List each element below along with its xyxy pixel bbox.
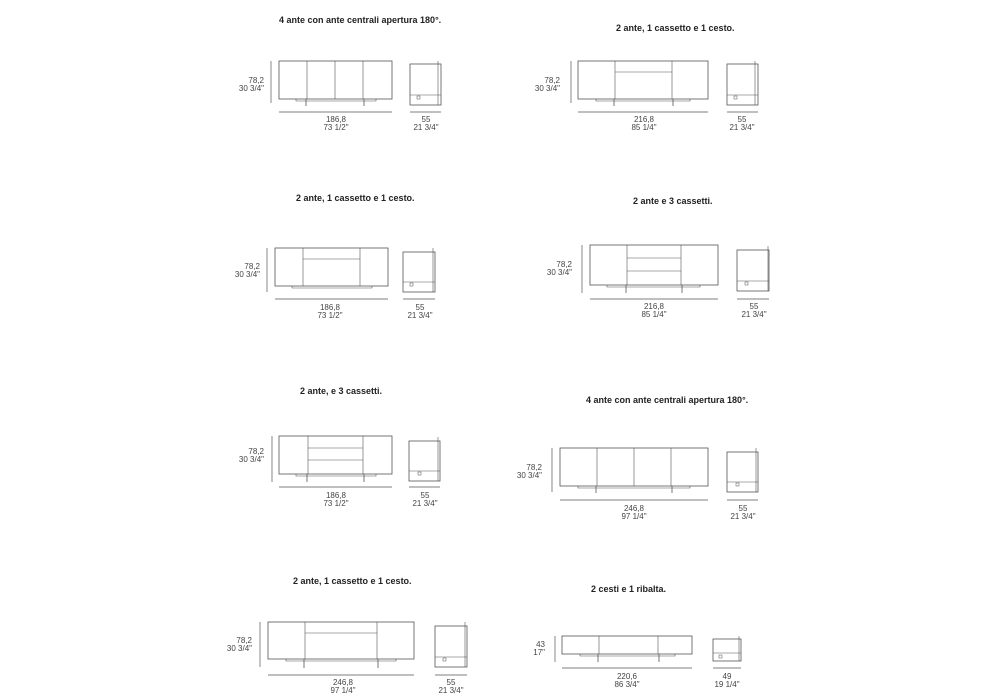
depth-dimension: 49 19 1/4"	[714, 672, 740, 689]
height-dimension: 78,2 30 3/4"	[516, 463, 542, 480]
variant-title: 2 cesti e 1 ribalta.	[591, 584, 667, 594]
depth-dimension: 55 21 3/4"	[413, 115, 439, 132]
width-dimension: 216,8 85 1/4"	[641, 302, 667, 319]
variant-title: 2 ante, 1 cassetto e 1 cesto.	[616, 23, 735, 33]
width-dimension: 186,8 73 1/2"	[323, 115, 349, 132]
height-dimension: 78,2 30 3/4"	[234, 262, 260, 279]
depth-dimension: 55 21 3/4"	[407, 303, 433, 320]
depth-dimension: 55 21 3/4"	[741, 302, 767, 319]
depth-dimension: 55 21 3/4"	[412, 491, 438, 508]
width-dimension: 220,6 86 3/4"	[614, 672, 640, 689]
width-dimension: 186,8 73 1/2"	[317, 303, 343, 320]
height-dimension: 78,2 30 3/4"	[546, 260, 572, 277]
variant-title: 2 ante, 1 cassetto e 1 cesto.	[293, 576, 412, 586]
height-dimension: 78,2 30 3/4"	[238, 76, 264, 93]
variant-title: 2 ante e 3 cassetti.	[633, 196, 713, 206]
depth-dimension: 55 21 3/4"	[729, 115, 755, 132]
width-dimension: 246,8 97 1/4"	[621, 504, 647, 521]
depth-dimension: 55 21 3/4"	[730, 504, 756, 521]
depth-dimension: 55 21 3/4"	[438, 678, 464, 695]
width-dimension: 216,8 85 1/4"	[631, 115, 657, 132]
variant-title: 2 ante, 1 cassetto e 1 cesto.	[296, 193, 415, 203]
height-dimension: 78,2 30 3/4"	[534, 76, 560, 93]
height-dimension: 78,2 30 3/4"	[226, 636, 252, 653]
width-dimension: 186,8 73 1/2"	[323, 491, 349, 508]
width-dimension: 246,8 97 1/4"	[330, 678, 356, 695]
variant-title: 4 ante con ante centrali apertura 180°.	[586, 395, 749, 405]
variant-title: 4 ante con ante centrali apertura 180°.	[279, 15, 442, 25]
variant-title: 2 ante, e 3 cassetti.	[300, 386, 383, 396]
height-dimension: 78,2 30 3/4"	[238, 447, 264, 464]
height-dimension: 43 17"	[533, 640, 545, 657]
